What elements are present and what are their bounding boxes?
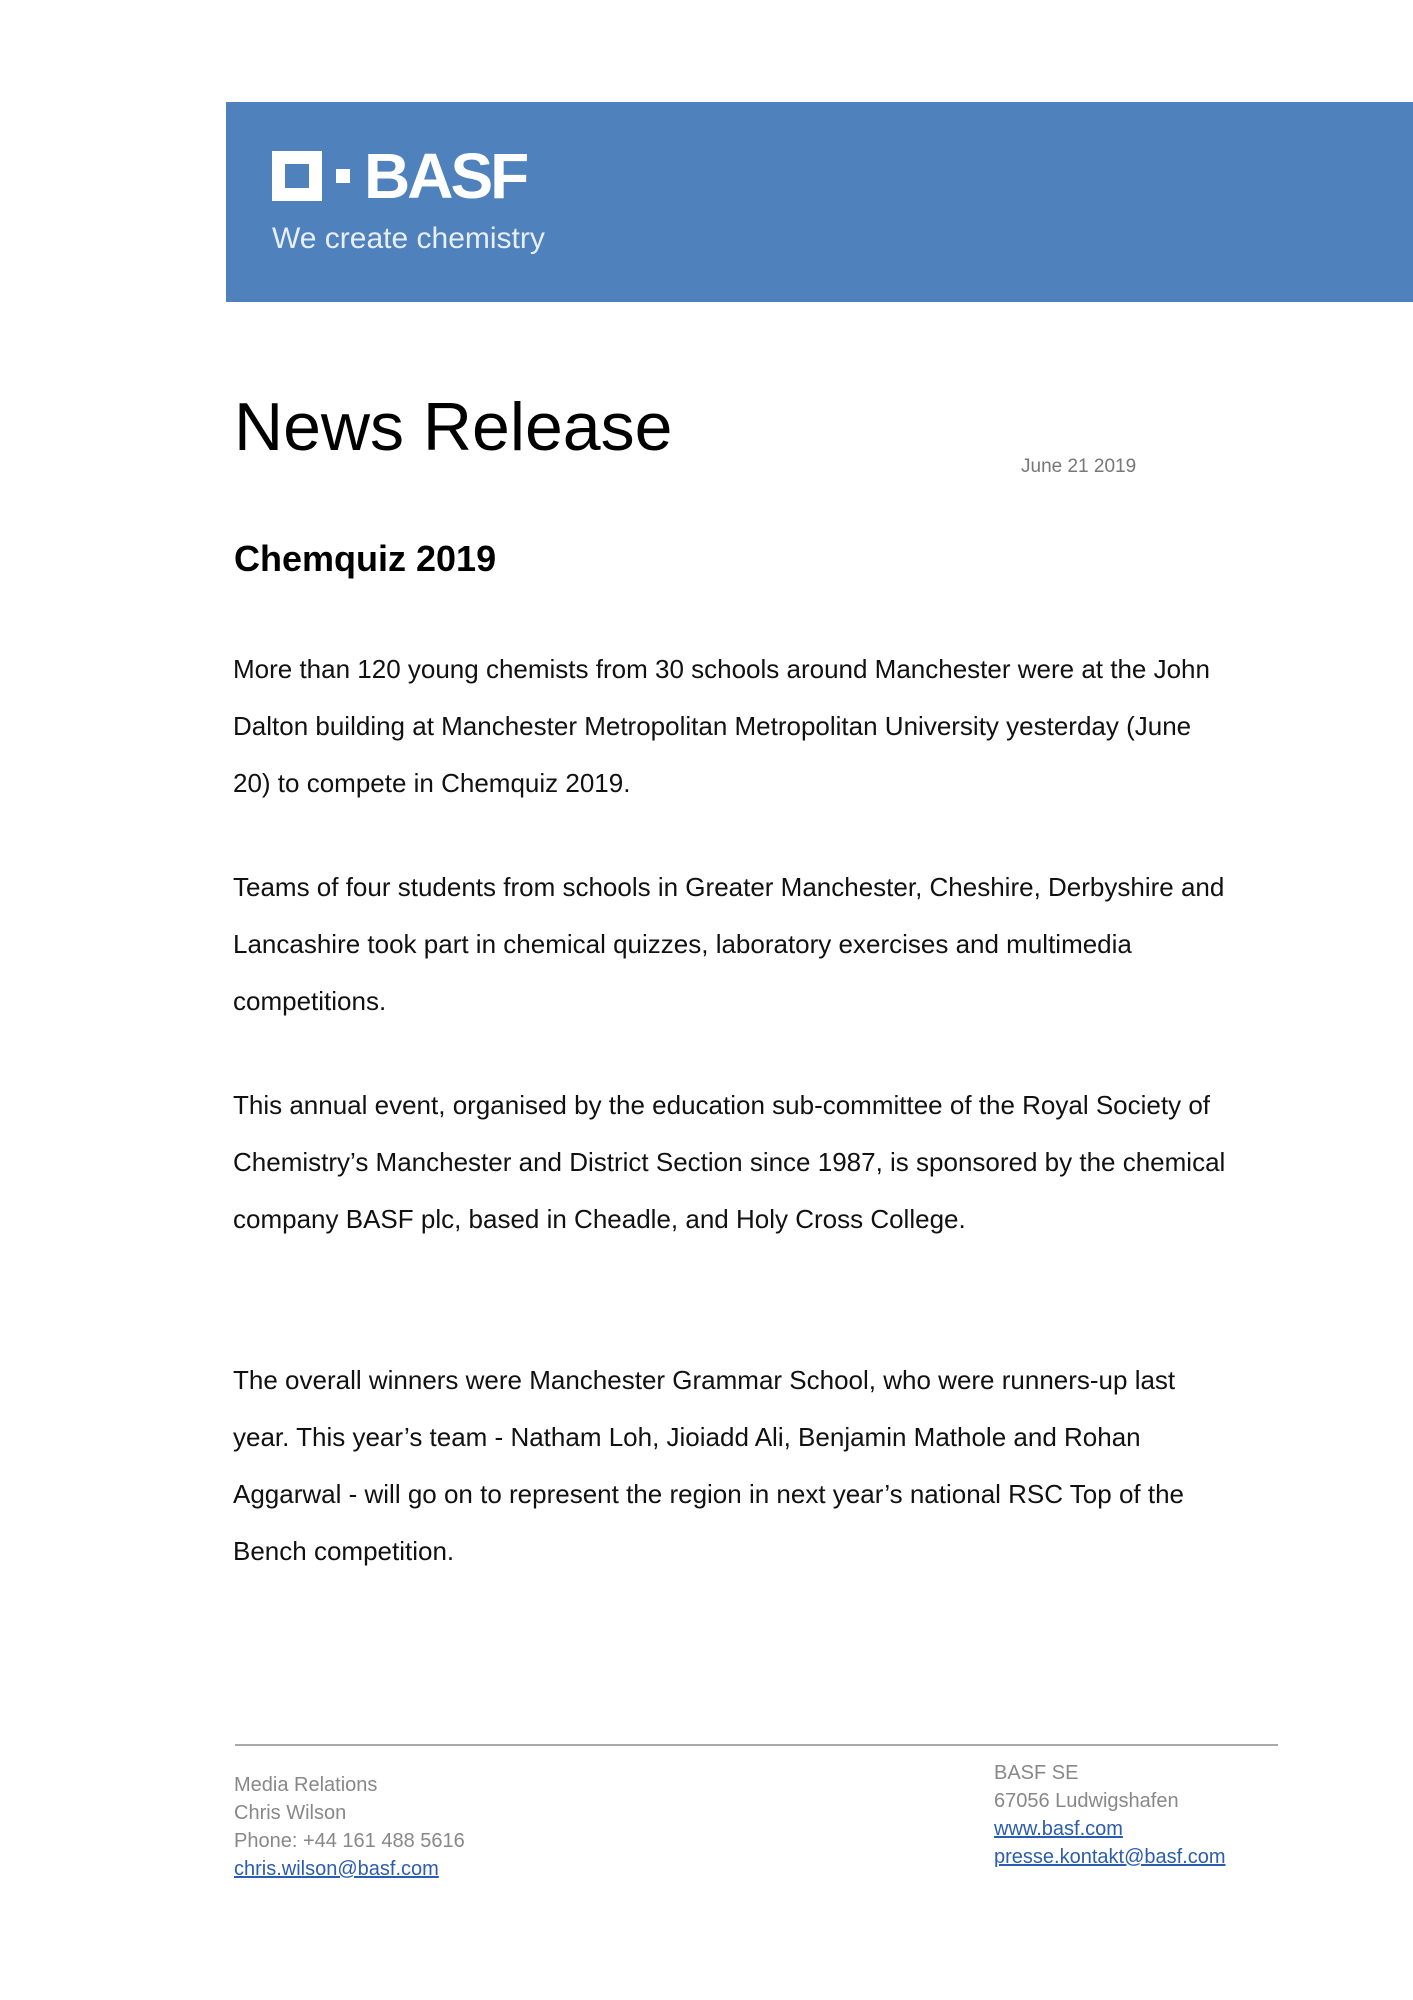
footer-dept: Media Relations [234, 1774, 378, 1796]
website-link[interactable]: www.basf.com [994, 1818, 1123, 1840]
logo-dot-icon [336, 169, 350, 183]
paragraph: The overall winners were Manchester Grammar School, who were runners-up last year. This year’s team - Natham Loh, Jioiadd Ali, Benjamin Mathole and Rohan Aggarwal - will go on to represent the region in next year’s national RSC Top of the Bench competition. [233, 1365, 1184, 1566]
basf-logo [272, 140, 527, 212]
logo-wordmark: BASF [364, 140, 527, 212]
tagline: We create chemistry [272, 222, 545, 255]
footer-company [994, 1759, 1226, 1871]
footer-contact [234, 1771, 465, 1883]
press-email-link[interactable]: presse.kontakt@basf.com [994, 1846, 1226, 1868]
footer-company-name: BASF SE [994, 1762, 1079, 1784]
footer-address: 67056 Ludwigshafen [994, 1790, 1179, 1812]
header-banner [226, 102, 1413, 302]
paragraph: More than 120 young chemists from 30 schools around Manchester were at the John Dalton building at Manchester Metropolitan Metropolitan University yesterday (June 20) to compete in Chemquiz 2019. [233, 654, 1210, 798]
page-title: News Release [234, 389, 673, 465]
footer-phone: Phone: +44 161 488 5616 [234, 1830, 465, 1852]
release-date: June 21 2019 [1021, 456, 1137, 477]
contact-email-link[interactable]: chris.wilson@basf.com [234, 1858, 439, 1880]
logo-square-icon [272, 151, 322, 201]
headline: Chemquiz 2019 [234, 538, 497, 579]
paragraph: Teams of four students from schools in Greater Manchester, Cheshire, Derbyshire and Lancashire took part in chemical quizzes, laboratory exercises and multimedia competitions. [233, 872, 1225, 1016]
footer-name: Chris Wilson [234, 1802, 347, 1824]
paragraph: This annual event, organised by the education sub-committee of the Royal Society of Chemistry’s Manchester and District Section since 1987, is sponsored by the chemical company BASF plc, based in Cheadle, and Holy Cross College. [233, 1090, 1226, 1234]
footer-divider [235, 1744, 1278, 1746]
